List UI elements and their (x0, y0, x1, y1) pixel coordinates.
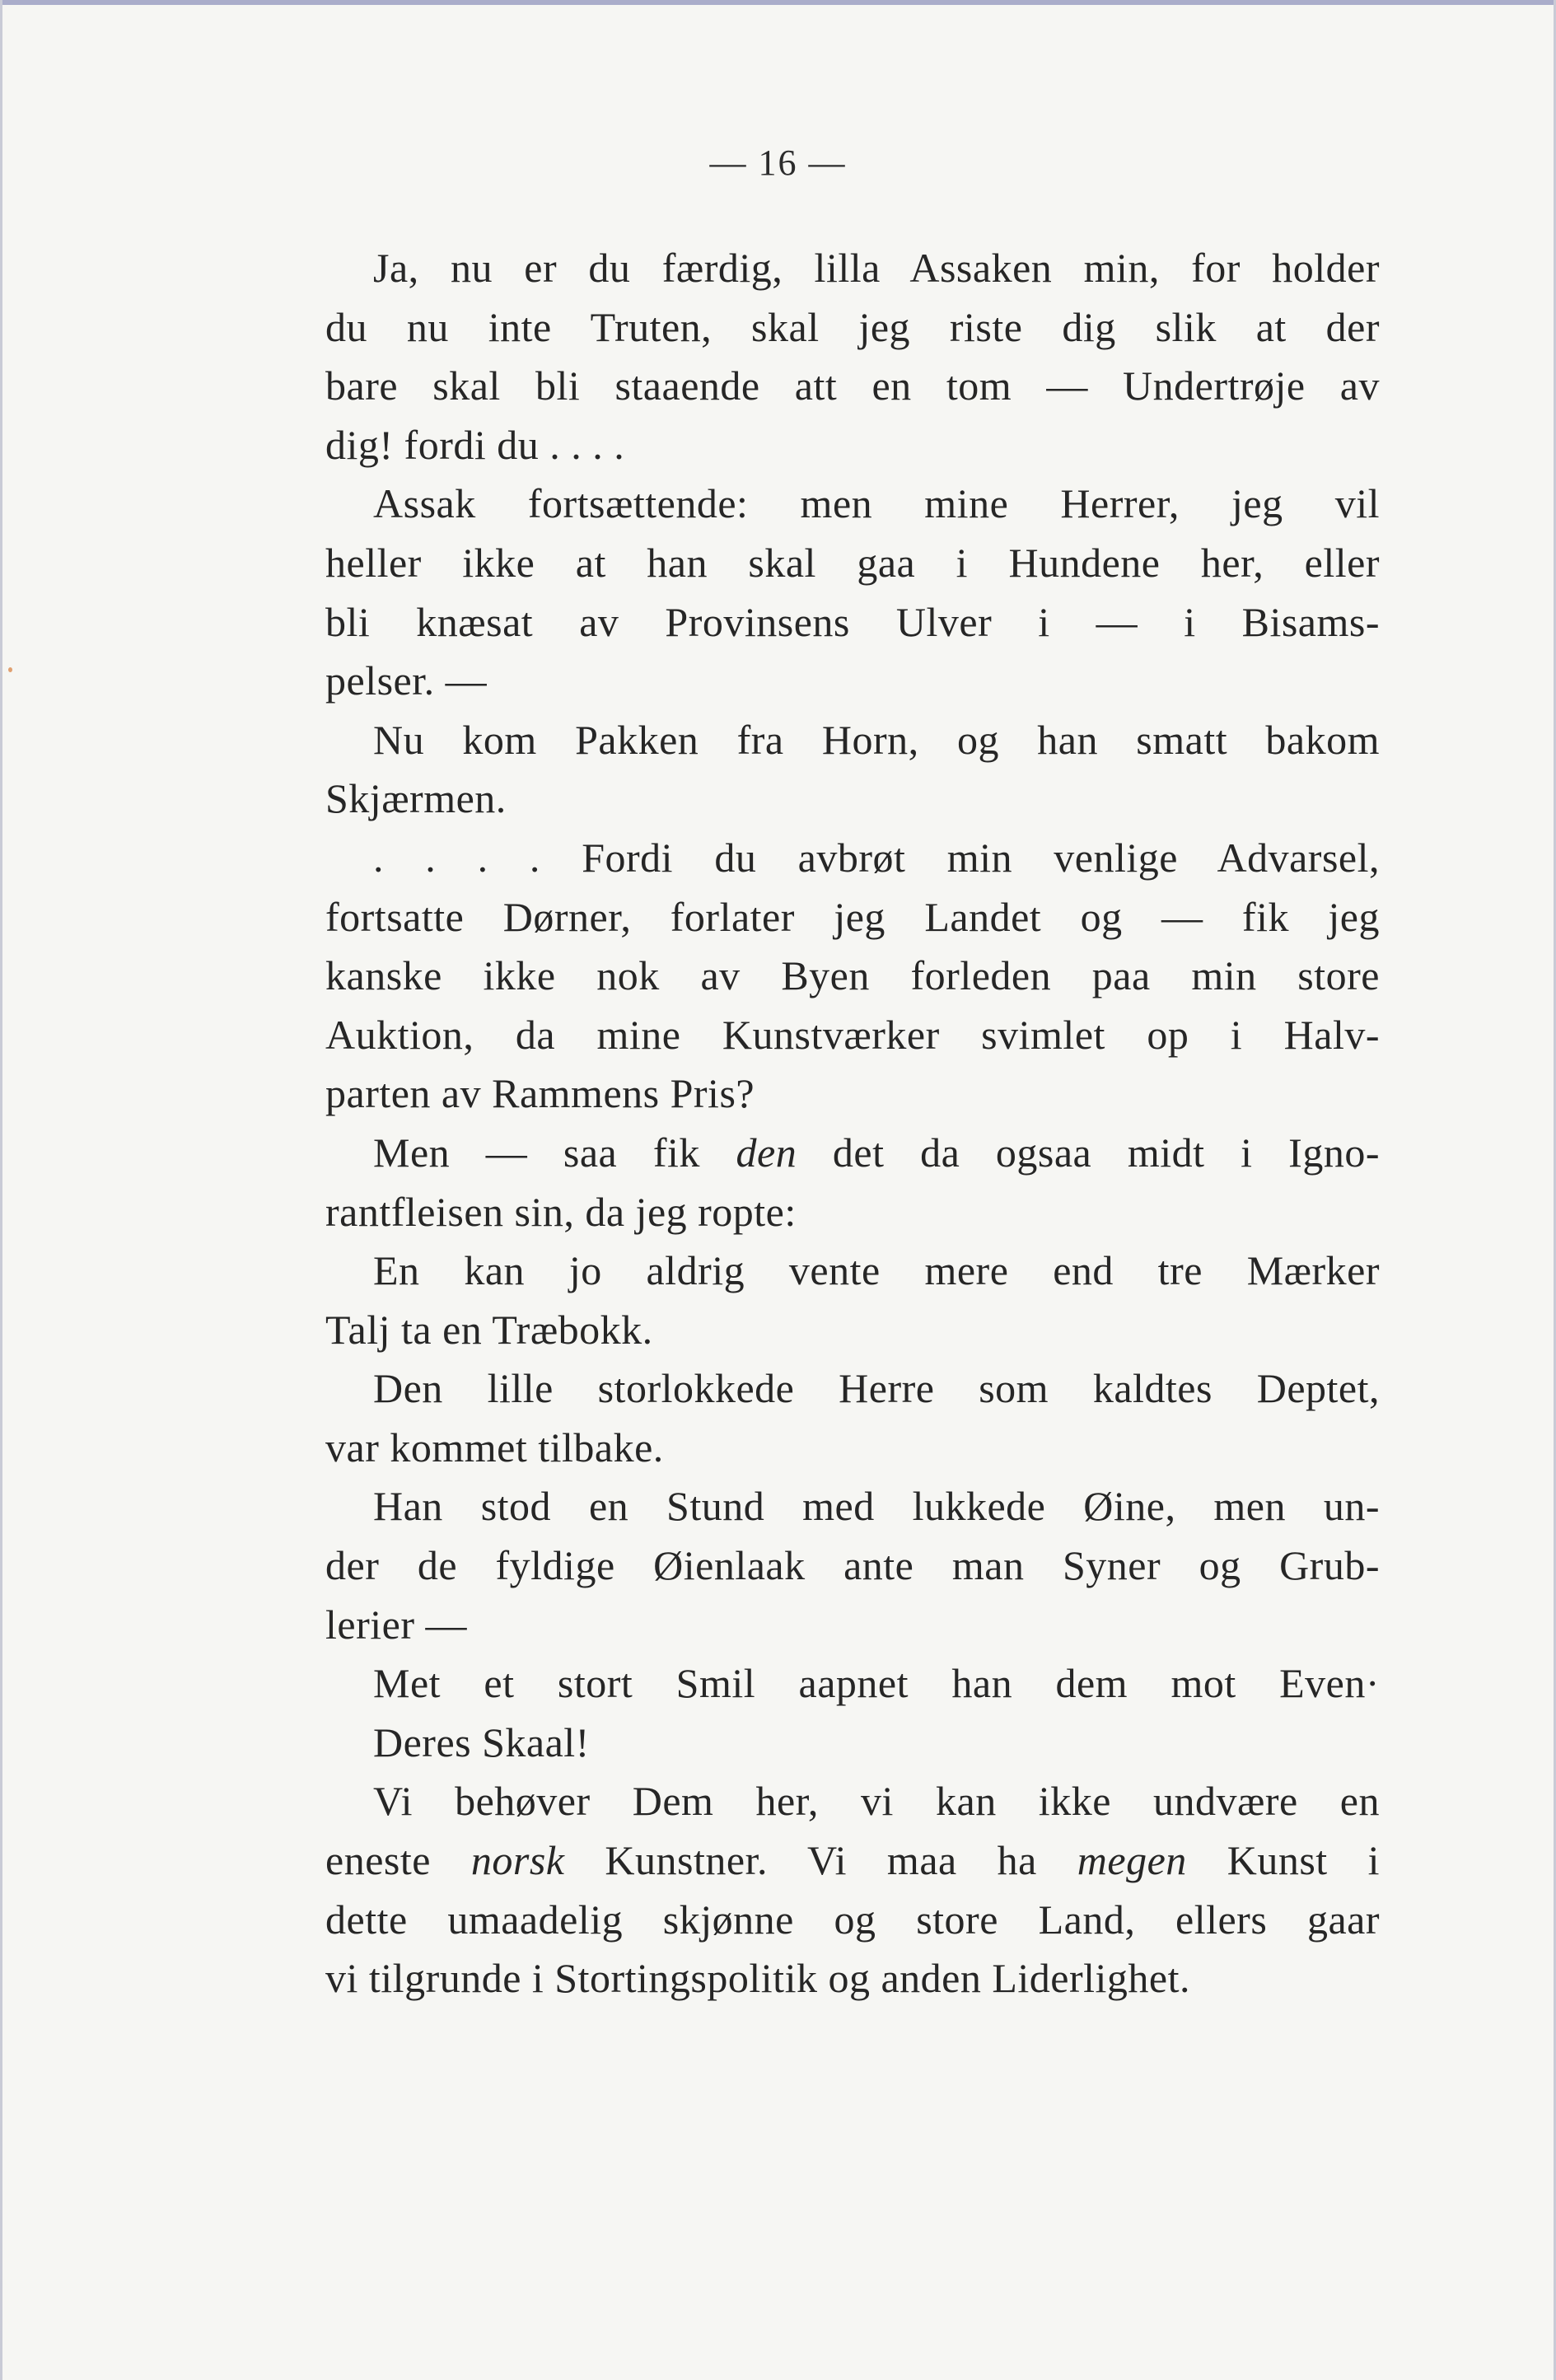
italic-word: den (736, 1129, 797, 1176)
text-line: Skjærmen. (325, 775, 507, 822)
text-line: En kan jo aldrig vente mere end tre Mærker (373, 1247, 1380, 1294)
text-line: Vi behøver Dem her, vi kan ikke undvære en (373, 1778, 1380, 1825)
text-run: Kunstner. Vi maa ha (564, 1837, 1077, 1884)
text-line: Ja, nu er du færdig, lilla Assaken min, for holder (373, 245, 1380, 291)
text-line: dig! fordi du . . . . (325, 421, 625, 468)
page-top-edge (0, 0, 1556, 5)
text-run: Men — saa fik (373, 1129, 736, 1176)
body-text (325, 239, 1380, 2008)
text-line: Han stod en Stund med lukkede Øine, men un- (373, 1483, 1380, 1530)
text-line: var kommet tilbake. (325, 1424, 664, 1471)
text-line: bare skal bli staaende att en tom — Undertrøje av (325, 362, 1380, 409)
page-left-edge (0, 0, 2, 2380)
text-line: . . . . Fordi du avbrøt min venlige Advarsel, (373, 834, 1380, 881)
text-line: Auktion, da mine Kunstværker svimlet op i Halv- (325, 1011, 1380, 1058)
text-run: Kunst i (1186, 1837, 1381, 1884)
text-line: pelser. — (325, 657, 488, 704)
text-line: Nu kom Pakken fra Horn, og han smatt bakom (373, 716, 1380, 763)
text-line (325, 1831, 1380, 1891)
text-line: rantfleisen sin, da jeg ropte: (325, 1188, 797, 1235)
text-line: fortsatte Dørner, forlater jeg Landet og — fik jeg (325, 893, 1380, 940)
text-line: heller ikke at han skal gaa i Hundene her, eller (325, 539, 1380, 586)
text-line: dette umaadelig skjønne og store Land, ellers gaar (325, 1896, 1380, 1943)
italic-word: norsk (470, 1837, 565, 1884)
text-line: lerier — (325, 1601, 467, 1648)
paper-speck (8, 667, 12, 672)
text-run: eneste (325, 1837, 471, 1884)
text-line: Talj ta en Træbokk. (325, 1306, 653, 1353)
text-line: Deres Skaal! (373, 1718, 590, 1765)
text-line (325, 1124, 1380, 1183)
text-line: der de fyldige Øienlaak ante man Syner og Grub- (325, 1542, 1380, 1589)
text-line: Den lille storlokkede Herre som kaldtes Deptet, (373, 1365, 1380, 1412)
text-line: Met et stort Smil aapnet han dem mot Even· (373, 1660, 1380, 1707)
text-line: du nu inte Truten, skal jeg riste dig slik at der (325, 303, 1380, 350)
page-number: — 16 — (709, 143, 847, 183)
text-line: Assak fortsættende: men mine Herrer, jeg vil (373, 480, 1380, 527)
text-line: bli knæsat av Provinsens Ulver i — i Bisams- (325, 598, 1380, 645)
text-line: parten av Rammens Pris? (325, 1070, 755, 1117)
text-run: det da ogsaa midt i Igno- (797, 1129, 1380, 1176)
text-line: vi tilgrunde i Stortingspolitik og anden Liderlighet. (325, 1955, 1190, 2002)
italic-word: megen (1077, 1837, 1187, 1884)
text-line: kanske ikke nok av Byen forleden paa min store (325, 952, 1380, 999)
